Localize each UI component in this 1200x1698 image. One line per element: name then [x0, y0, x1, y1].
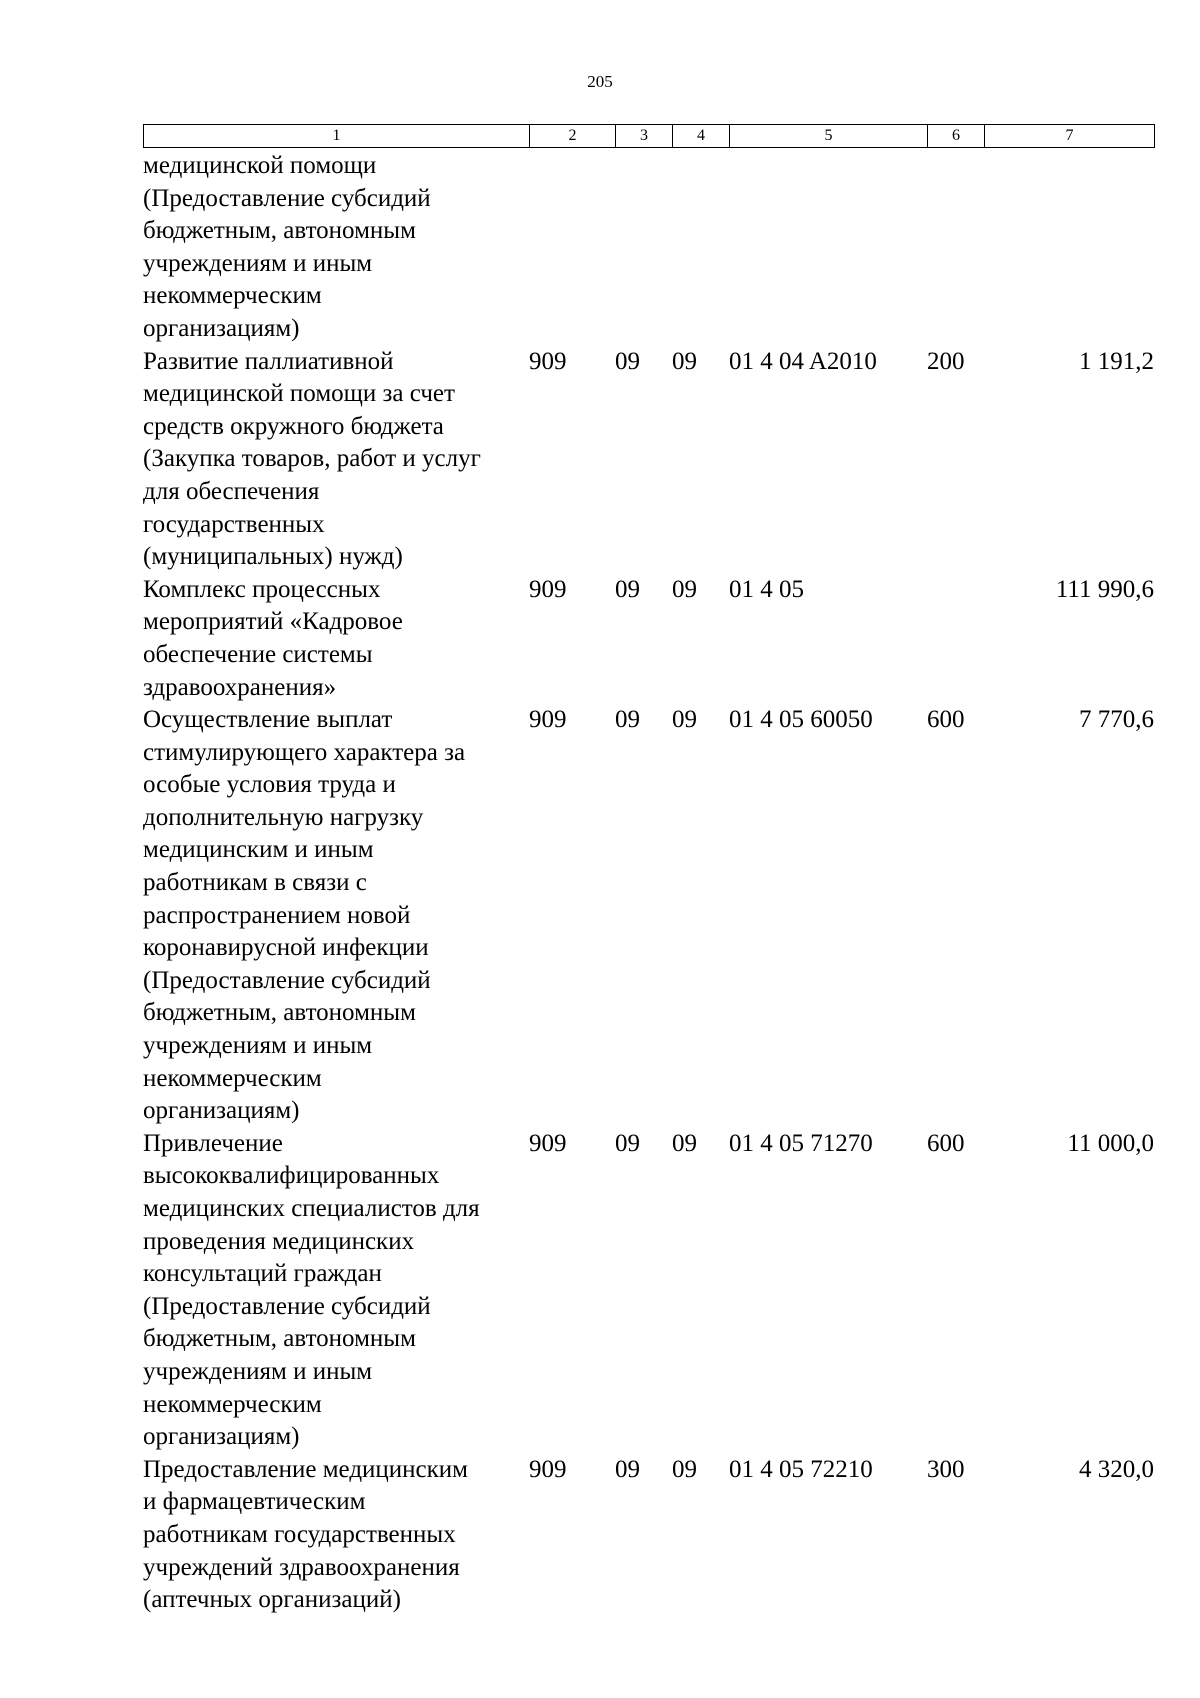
empty-cell	[529, 150, 615, 346]
row-name-line: высококвалифицированных	[143, 1162, 440, 1190]
subsection-code-cell: 09	[672, 1129, 697, 1157]
row-name-cell	[143, 704, 529, 1128]
row-name-line: дополнительную нагрузку	[143, 803, 424, 831]
row-name-line: Предоставление медицинским	[143, 1455, 468, 1483]
table-row	[143, 1128, 1154, 1454]
row-name-cell	[143, 574, 529, 704]
empty-cell	[984, 150, 1154, 346]
row-name-line: медицинским и иным	[143, 836, 374, 864]
row-name-line: некоммерческим	[143, 1390, 322, 1418]
ministry-code-cell: 909	[529, 706, 567, 734]
table-row	[143, 346, 1154, 574]
row-name-line: (Предоставление субсидий	[143, 1292, 431, 1320]
row-name-line: Осуществление выплат	[143, 706, 393, 734]
page-number: 205	[587, 72, 613, 91]
row-name-line: распространением новой	[143, 901, 411, 929]
subsection-code-cell: 09	[672, 706, 697, 734]
empty-cell	[729, 150, 927, 346]
target-article-cell: 01 4 05 60050	[729, 706, 873, 734]
row-name-cell	[143, 1454, 529, 1617]
amount-cell: 11 000,0	[1067, 1129, 1154, 1157]
row-name-line: организациям)	[143, 1097, 300, 1125]
row-name-line: бюджетным, автономным	[143, 217, 416, 245]
expense-type-cell: 600	[927, 1129, 965, 1157]
expense-type-cell: 200	[927, 347, 965, 375]
empty-cell	[615, 150, 672, 346]
row-name-line: коронавирусной инфекции	[143, 934, 429, 962]
row-name-line: мероприятий «Кадровое	[143, 608, 403, 636]
row-name-line: учреждениям и иным	[143, 249, 373, 277]
row-name-line: (Предоставление субсидий	[143, 966, 431, 994]
row-name-line: учреждений здравоохранения	[143, 1553, 460, 1581]
column-header-row	[143, 124, 1155, 148]
row-name-line: проведения медицинских	[143, 1227, 415, 1255]
amount-cell: 111 990,6	[1055, 575, 1154, 603]
row-name-cell	[143, 346, 529, 574]
table-row	[143, 704, 1154, 1128]
row-name-line: стимулирующего характера за	[143, 738, 466, 766]
expense-type-cell	[927, 574, 984, 704]
row-name-line: медицинских специалистов для	[143, 1195, 480, 1222]
ministry-code-cell: 909	[529, 1455, 567, 1483]
amount-cell: 4 320,0	[1079, 1455, 1154, 1483]
section-code-cell: 09	[615, 1129, 640, 1157]
row-name-line: Комплекс процессных	[143, 575, 381, 603]
target-article-cell: 01 4 05	[729, 575, 804, 603]
row-name-line: средств окружного бюджета	[143, 412, 444, 440]
row-name-line: обеспечение системы	[143, 640, 373, 668]
section-code-cell: 09	[615, 1455, 640, 1483]
row-name-line: (Предоставление субсидий	[143, 184, 431, 212]
row-name-line: для обеспечения	[143, 477, 320, 505]
section-code-cell: 09	[615, 347, 640, 375]
ministry-code-cell: 909	[529, 1129, 567, 1157]
column-number-6: 6	[928, 125, 985, 148]
column-number-2: 2	[530, 125, 616, 148]
row-name-line: и фармацевтическим	[143, 1488, 366, 1516]
row-name-line: организациям)	[143, 314, 300, 342]
row-name-line: работникам в связи с	[143, 869, 367, 897]
row-name-line: (Закупка товаров, работ и услуг	[143, 445, 481, 473]
amount-cell: 7 770,6	[1079, 706, 1154, 734]
row-name-line: бюджетным, автономным	[143, 999, 416, 1027]
row-name-line: консультаций граждан	[143, 1260, 382, 1288]
ministry-code-cell: 909	[529, 347, 567, 375]
table-row	[143, 1454, 1154, 1617]
target-article-cell: 01 4 05 72210	[729, 1455, 873, 1483]
column-number-7: 7	[985, 125, 1155, 148]
expense-type-cell: 600	[927, 706, 965, 734]
section-code-cell: 09	[615, 706, 640, 734]
row-name-line: медицинской помощи	[143, 152, 377, 179]
budget-table	[143, 150, 1154, 1617]
target-article-cell: 01 4 05 71270	[729, 1129, 873, 1157]
subsection-code-cell: 09	[672, 1455, 697, 1483]
row-name-line: здравоохранения»	[143, 673, 337, 701]
empty-cell	[927, 150, 984, 346]
row-name-line: Развитие паллиативной	[143, 347, 394, 375]
subsection-code-cell: 09	[672, 347, 697, 375]
column-number-1: 1	[144, 125, 530, 148]
row-name-line: (муниципальных) нужд)	[143, 543, 403, 571]
expense-type-cell: 300	[927, 1455, 965, 1483]
column-number-4: 4	[673, 125, 730, 148]
row-name-line: работникам государственных	[143, 1520, 456, 1548]
row-name-line: учреждениям и иным	[143, 1032, 373, 1060]
row-name-line: особые условия труда и	[143, 771, 396, 799]
empty-cell	[672, 150, 729, 346]
row-name-line: бюджетным, автономным	[143, 1325, 416, 1353]
section-code-cell: 09	[615, 575, 640, 603]
table-row-continuation	[143, 150, 1154, 346]
amount-cell: 1 191,2	[1079, 347, 1154, 375]
row-name-line: организациям)	[143, 1423, 300, 1451]
column-number-5: 5	[730, 125, 928, 148]
ministry-code-cell: 909	[529, 575, 567, 603]
budget-table-body	[143, 150, 1154, 1617]
row-name-line: (аптечных организаций)	[143, 1586, 401, 1614]
row-name-line: государственных	[143, 510, 325, 538]
row-name-cell	[143, 1128, 529, 1454]
row-name-line: Привлечение	[143, 1129, 283, 1157]
table-row	[143, 574, 1154, 704]
row-name-cell	[143, 150, 529, 346]
row-name-line: некоммерческим	[143, 282, 322, 310]
subsection-code-cell: 09	[672, 575, 697, 603]
row-name-line: учреждениям и иным	[143, 1357, 373, 1385]
row-name-line: медицинской помощи за счет	[143, 380, 455, 408]
column-number-3: 3	[616, 125, 673, 148]
row-name-line: некоммерческим	[143, 1064, 322, 1092]
target-article-cell: 01 4 04 A2010	[729, 347, 877, 375]
